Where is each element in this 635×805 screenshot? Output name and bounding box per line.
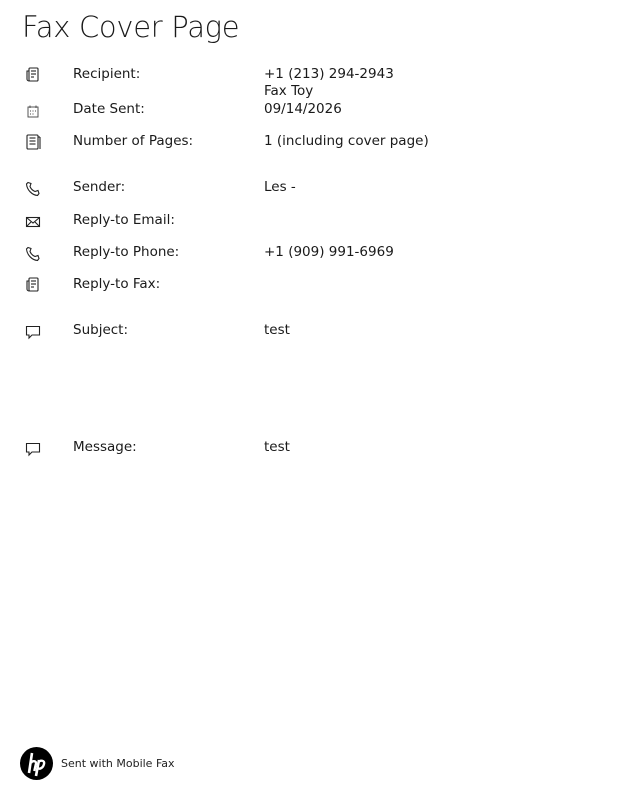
footer [20,747,320,781]
document-icon [24,133,42,151]
phone-icon [24,245,42,263]
sender-value: Les - [264,179,296,195]
date-sent-value: 09/14/2026 [264,101,342,117]
fax-icon [24,276,42,294]
message-label: Message: [73,439,137,455]
reply-email-label: Reply-to Email: [73,212,175,228]
pages-value: 1 (including cover page) [264,133,429,149]
envelope-icon [24,213,42,231]
subject-value: test [264,322,290,338]
pages-label: Number of Pages: [73,133,194,149]
calendar-icon [24,102,42,120]
reply-phone-label: Reply-to Phone: [73,244,180,260]
sender-label: Sender: [73,179,126,195]
date-sent-label: Date Sent: [73,101,145,117]
recipient-name: Fax Toy [264,83,314,99]
recipient-label: Recipient: [73,66,141,82]
speech-bubble-icon [24,440,42,458]
message-value: test [264,439,290,455]
footer-text: Sent with Mobile Fax [61,757,175,770]
recipient-number: +1 (213) 294-2943 [264,66,394,82]
hp-logo-icon [20,747,53,780]
reply-phone-value: +1 (909) 991-6969 [264,244,394,260]
speech-bubble-icon [24,323,42,341]
subject-label: Subject: [73,322,129,338]
phone-icon [24,180,42,198]
reply-fax-label: Reply-to Fax: [73,276,161,292]
page-title: Fax Cover Page [22,10,240,44]
fax-icon [24,66,42,84]
